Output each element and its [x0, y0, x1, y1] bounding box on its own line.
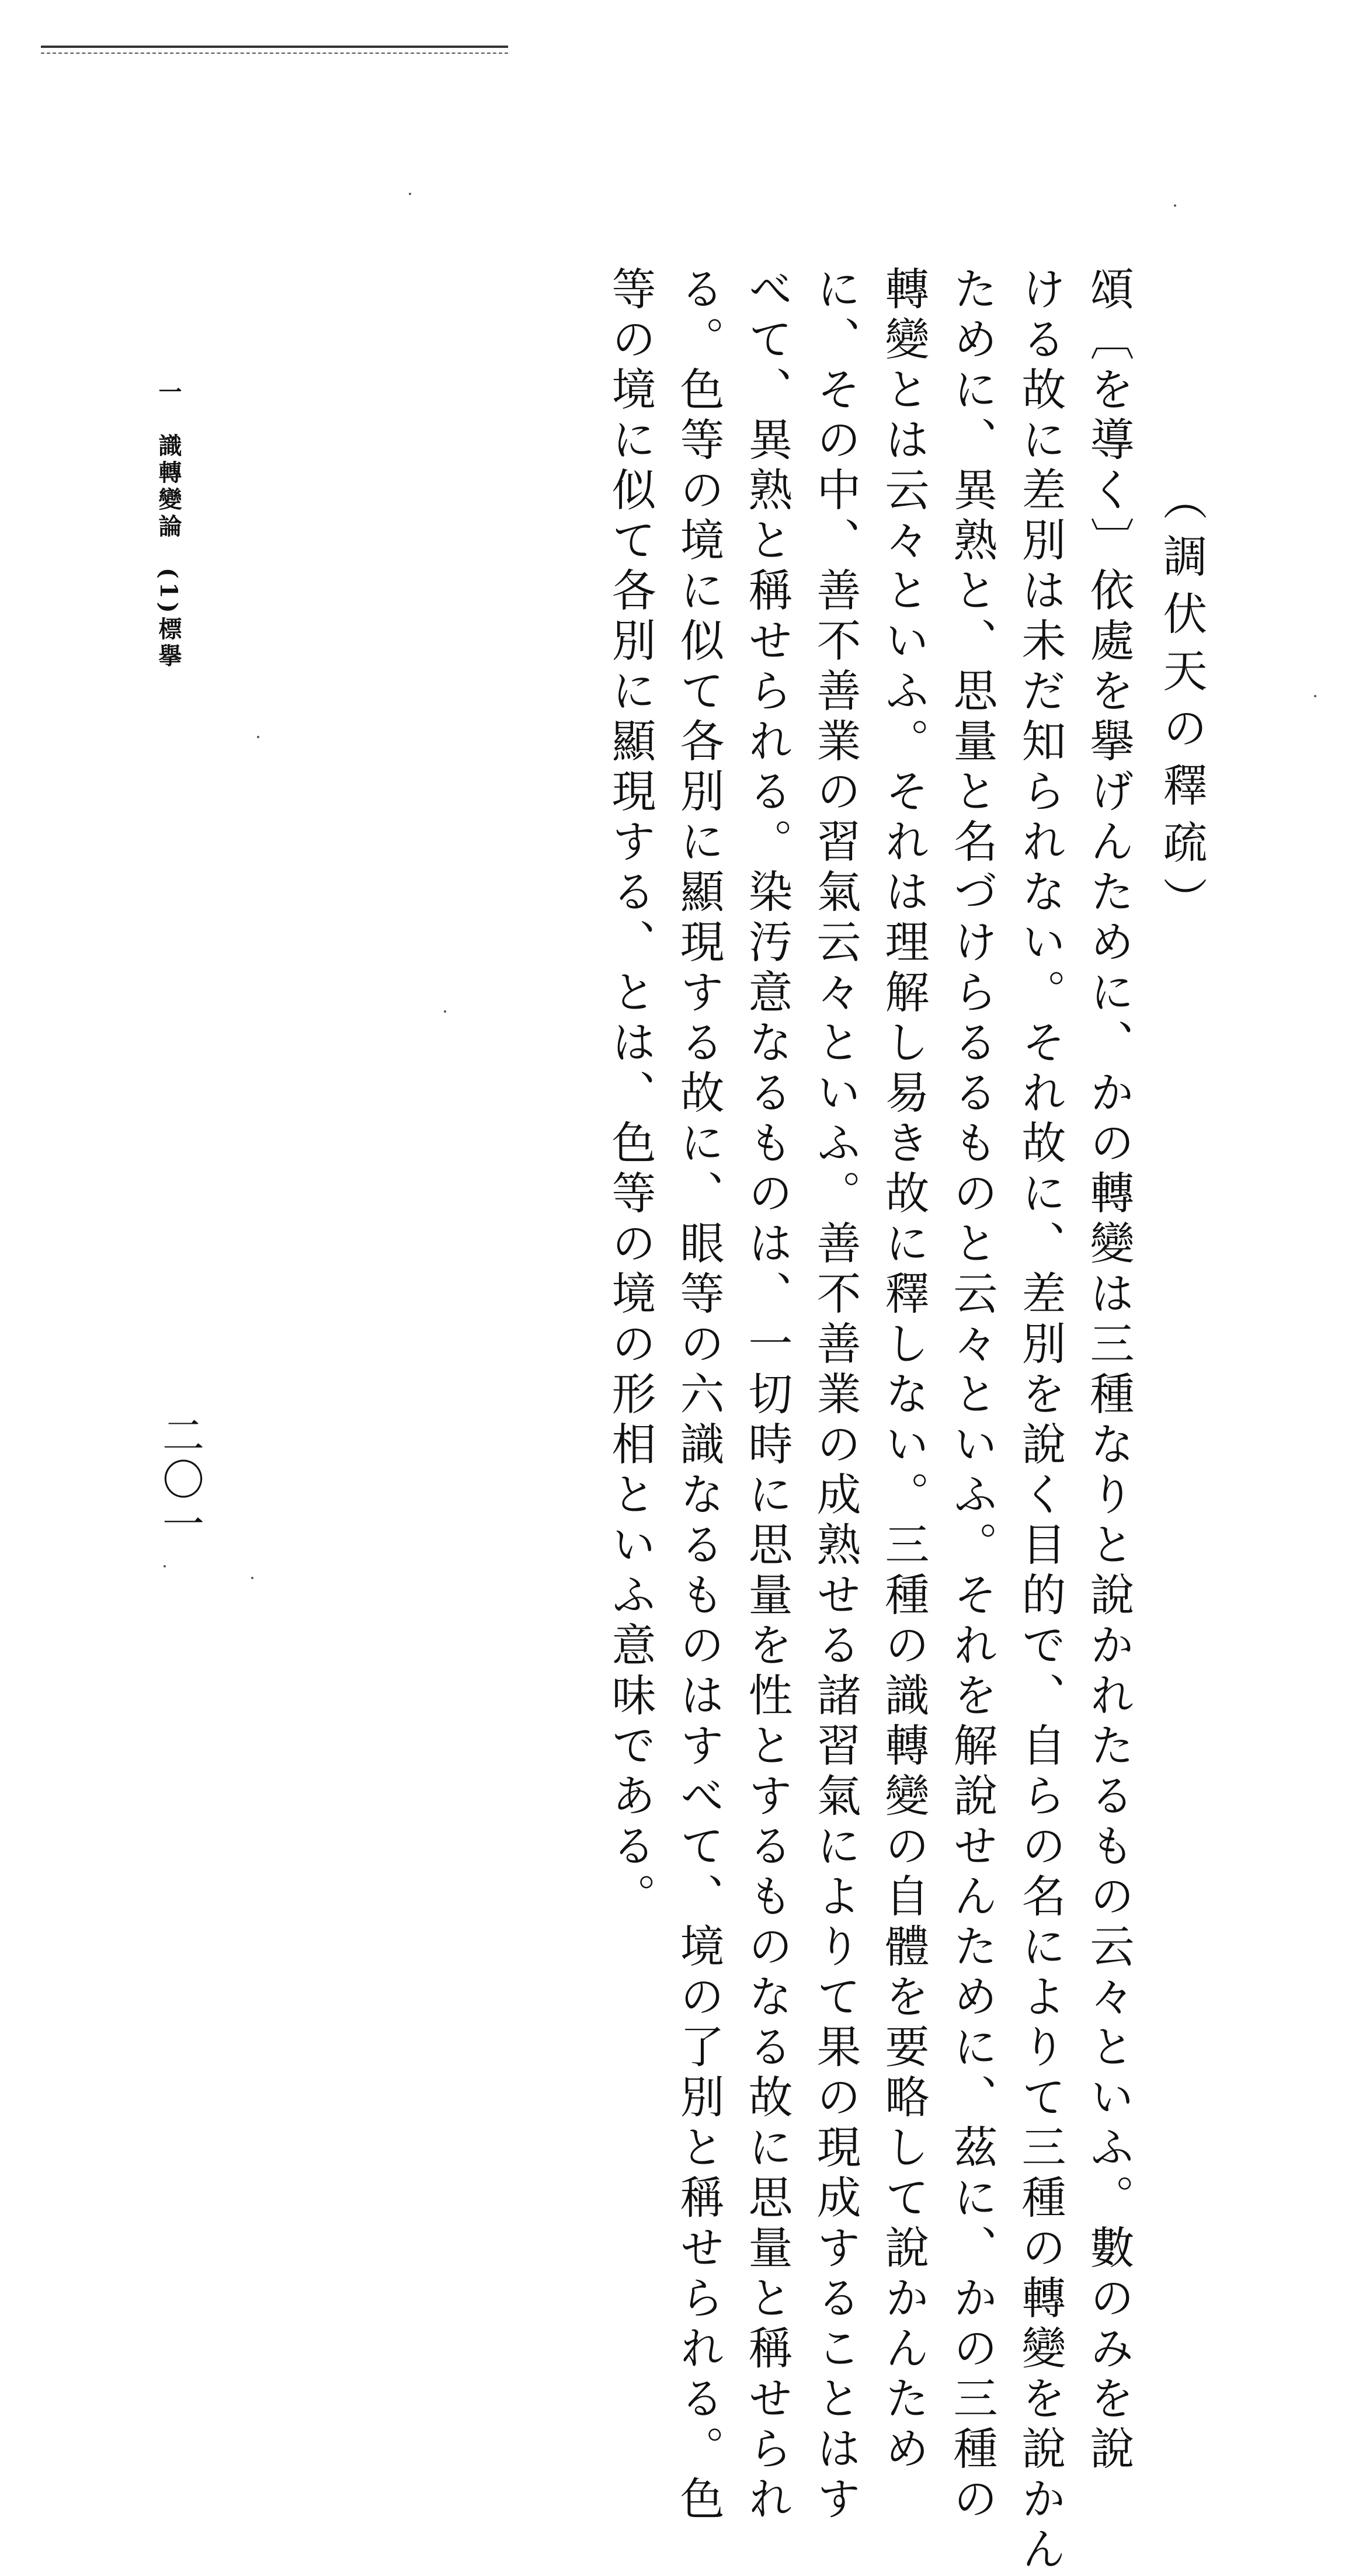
page-number: 二〇一 [155, 1413, 204, 1546]
section-heading: （調伏天の釋疏） [1156, 476, 1208, 934]
scan-speck [1174, 204, 1176, 207]
scan-speck [164, 1565, 166, 1567]
running-title: 一 識轉變論 (1)標擧 [155, 380, 182, 670]
body-line-2: ける故に差別は未だ知られない。それ故に、差別を說く目的で、自らの名によりて三種の轉變を說かん [1014, 266, 1066, 2576]
top-rule-dashed [41, 53, 508, 54]
body-line-8: 等の境に似て各別に顯現する、とは、色等の境の形相といふ意味である。 [604, 266, 656, 1923]
body-line-7: る。色等の境に似て各別に顯現する故に、眼等の六識なるものはすべて、境の了別と稱せられる。色 [673, 266, 725, 2526]
body-line-6: べて、異熟と稱せられる。染汚意なるものは、一切時に思量を性とするものなる故に思量と稱せられ [741, 266, 793, 2526]
scan-speck [409, 193, 411, 195]
scan-speck [444, 1010, 446, 1013]
scan-speck [257, 736, 259, 738]
body-line-4: 轉變とは云々といふ。それは理解し易き故に釋しない。三種の識轉變の自體を要略して說かんため [878, 266, 930, 2476]
scan-speck [1314, 695, 1316, 697]
top-rule [41, 46, 508, 48]
body-line-5: に、その中、善不善業の習氣云々といふ。善不善業の成熟せる諸習氣によりて果の現成することはす [809, 266, 861, 2526]
body-line-3: ために、異熟と、思量と名づけらるるものと云々といふ。それを解說せんために、茲に、かの三種の [946, 266, 998, 2526]
body-line-1: 頌〔を導く〕依處を擧げんために、かの轉變は三種なりと說かれたるもの云々といふ。數のみを說 [1083, 266, 1135, 2476]
scan-speck [251, 1577, 253, 1579]
